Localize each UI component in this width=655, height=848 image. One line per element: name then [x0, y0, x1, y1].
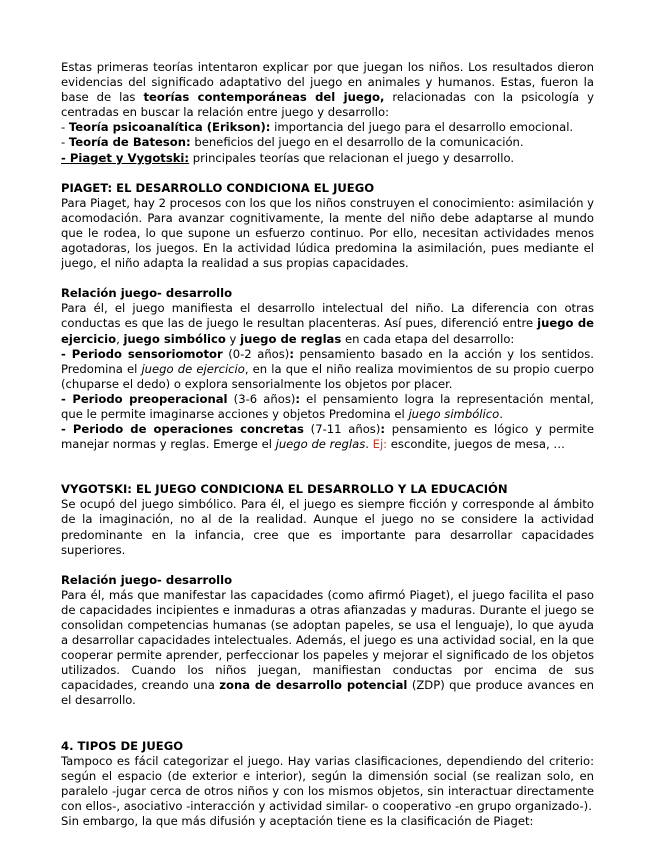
- piaget-subheading: Relación juego- desarrollo: [61, 286, 233, 301]
- period-sensoriomotor: - Periodo sensoriomotor (0-2 años): pensamiento basado en la acción y los sentidos. Predomina el juego de ejercicio, en la que el niño realiza movimientos de su propio cuerpo (chuparse el dedo) o explora sensorialmente los objetos por placer.: [61, 346, 594, 391]
- piaget-heading: PIAGET: EL DESARROLLO CONDICIONA EL JUEGO: [61, 180, 375, 195]
- piaget-paragraph: Para Piaget, hay 2 procesos con los que los niños construyen el conocimiento: asimilación y acomodación. Para avanzar cognitivamente, la mente del niño debe adaptarse al mundo que le rodea, lo que supone un esfuerzo continuo. Por ello, necesitan actividades menos agotadoras, los juegos. En la actividad lúdica predomina la asimilación, pues mediante el juego, el niño adapta la realidad a sus propias capacidades.: [61, 195, 594, 271]
- theories-list: [61, 120, 594, 165]
- intro-paragraph: [61, 60, 594, 120]
- vygotski-relation-paragraph: Para él, más que manifestar las capacidades (como afirmó Piaget), el juego facilita el paso de capacidades incipientes e inmaduras a otras afianzadas y maduras. Durante el juego se consolidan competencias humanas (se adoptan papeles, se usa el lenguaje), lo que ayuda a desarrollar capacidades intelectuales. Además, el juego es una actividad social, en la que cooperar permite aprender, perfeccionar los papeles y mejorar el significado de los objetos utilizados. Cuando los niños juegan, manifiestan conductas por encima de sus capacidades, creando una zona de desarrollo potencial (ZDP) que produce avances en el desarrollo.: [61, 587, 594, 708]
- intro-text-end: relacionadas con la psicología y centradas en buscar la relación entre juego y desarrollo:: [61, 90, 594, 120]
- intro-text: Estas primeras teorías intentaron explicar por que juegan los niños. Los resultados dieron evidencias del significado adaptativo del juego en animales y humanos. Estas, fueron la base de las: [61, 60, 594, 105]
- tipos-paragraph: Tampoco es fácil categorizar el juego. Hay varias clasificaciones, dependiendo del criterio: según el espacio (de exterior e interior), según la dimensión social (se realizan solo, en paralelo -jugar cerca de otros niños y con los mismos objetos, sin interactuar directamente con ellos-, asociativo -interacción y actividad similar- o cooperativo -en grupo organizado-).: [61, 753, 594, 813]
- theory-item: - Teoría psicoanalítica (Erikson): importancia del juego para el desarrollo emocional.: [61, 120, 574, 135]
- document-page: [61, 60, 594, 829]
- tipos-heading: 4. TIPOS DE JUEGO: [61, 738, 184, 753]
- intro-bold: teorías contemporáneas del juego,: [143, 90, 385, 105]
- period-operaciones-concretas: - Periodo de operaciones concretas (7-11 años): pensamiento es lógico y permite manejar normas y reglas. Emerge el juego de reglas. Ej: escondite, juegos de mesa, …: [61, 422, 594, 452]
- vygotski-heading: VYGOTSKI: EL JUEGO CONDICIONA EL DESARROLLO Y LA EDUCACIÓN: [61, 482, 508, 497]
- vygotski-subheading: Relación juego- desarrollo: [61, 572, 233, 587]
- tipos-last-line: Sin embargo, la que más difusión y aceptación tiene es la clasificación de Piaget:: [61, 814, 534, 829]
- period-preoperacional: - Periodo preoperacional (3-6 años): el pensamiento logra la representación mental, que le permite imaginarse acciones y objetos Predomina el juego simbólico.: [61, 391, 594, 421]
- vygotski-paragraph: Se ocupó del juego simbólico. Para él, el juego es siempre ficción y corresponde al ámbito de la imaginación, no al de la realidad. Aunque el juego no se considere la actividad predominante en la infancia, cree que es importante para desarrollar capacidades superiores.: [61, 497, 594, 557]
- theory-item: - Piaget y Vygotski: principales teorías que relacionan el juego y desarrollo.: [61, 150, 515, 165]
- piaget-relation-paragraph: Para él, el juego manifiesta el desarrollo intelectual del niño. La diferencia con otras conductas es que las de juego le resultan placenteras. Así pues, diferenció entre juego de ejercicio, juego simbólico y juego de reglas en cada etapa del desarrollo:: [61, 301, 594, 346]
- example-label: Ej:: [372, 437, 388, 452]
- theory-item: - Teoría de Bateson: beneficios del juego en el desarrollo de la comunicación.: [61, 135, 524, 150]
